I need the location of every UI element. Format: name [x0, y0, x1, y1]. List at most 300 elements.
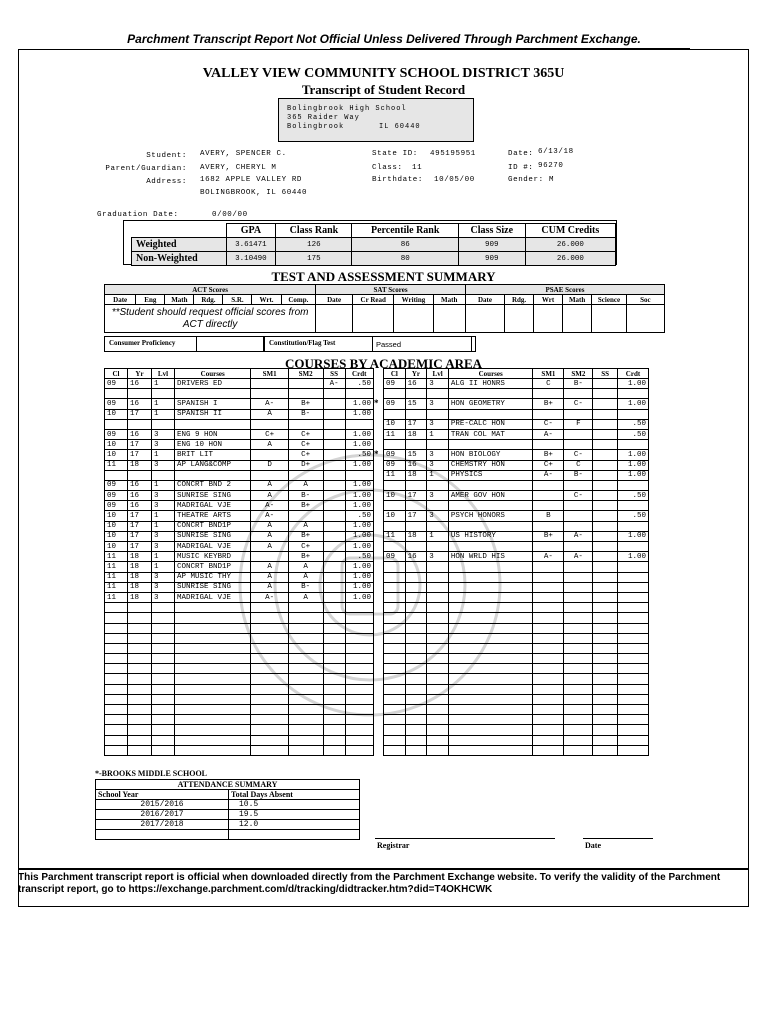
birthdate-label: Birthdate:: [372, 176, 424, 184]
course-row: [384, 470, 649, 480]
school-city-line: [287, 123, 473, 132]
ss-grade: [593, 399, 618, 409]
sem1-grade: C+: [251, 429, 288, 439]
sem2-grade: [564, 725, 593, 735]
act-col: Wrt.: [252, 295, 281, 305]
class-cell: [105, 674, 128, 684]
level-cell: [152, 694, 175, 704]
credit-cell: [617, 521, 648, 531]
credit-cell: 1.00: [345, 572, 374, 582]
class-cell: 09: [105, 399, 128, 409]
ss-grade: [593, 643, 618, 653]
class-label: Class:: [372, 164, 403, 172]
class-cell: [105, 419, 128, 429]
sem2-grade: [564, 440, 593, 450]
year-cell: [405, 643, 427, 653]
level-cell: 3: [427, 399, 449, 409]
class-cell: 11: [105, 582, 128, 592]
year-cell: 17: [405, 511, 427, 521]
sem2-grade: B-: [288, 409, 323, 419]
class-cell: [384, 623, 406, 633]
class-cell: [384, 705, 406, 715]
ss-grade: [593, 623, 618, 633]
level-cell: [427, 725, 449, 735]
sem2-grade: [288, 379, 323, 389]
act-col: Comp.: [281, 295, 316, 305]
level-cell: [427, 705, 449, 715]
class-cell: 11: [384, 429, 406, 439]
sem2-grade: [564, 643, 593, 653]
credit-cell: [617, 735, 648, 745]
year-cell: 16: [127, 379, 151, 389]
class-cell: [384, 664, 406, 674]
sem1-grade: A: [251, 542, 288, 552]
sem2-grade: B-: [564, 470, 593, 480]
course-row: [105, 460, 374, 470]
credit-cell: [617, 654, 648, 664]
credit-cell: [345, 715, 374, 725]
course-name: HON WRLD HIS: [448, 552, 533, 562]
ss-grade: [593, 715, 618, 725]
course-name: [174, 654, 251, 664]
credit-cell: [617, 480, 648, 490]
ss-grade: [593, 654, 618, 664]
sem2-grade: [288, 715, 323, 725]
course-name: [448, 654, 533, 664]
course-row: [384, 745, 649, 755]
id-label: ID #:: [508, 164, 534, 172]
course-row: [384, 511, 649, 521]
class-cell: [384, 440, 406, 450]
year-cell: [127, 389, 151, 399]
course-col-header: SM1: [251, 369, 288, 379]
left-courses-table: [104, 368, 374, 756]
sem2-grade: [564, 623, 593, 633]
sem1-grade: A: [251, 440, 288, 450]
ss-grade: [593, 684, 618, 694]
sem1-grade: [533, 501, 564, 511]
act-col: S.R.: [223, 295, 252, 305]
level-cell: 3: [152, 592, 175, 602]
sem2-grade: B-: [564, 379, 593, 389]
level-cell: 3: [427, 419, 449, 429]
course-name: [448, 582, 533, 592]
act-col: Math: [165, 295, 194, 305]
sem2-grade: [564, 572, 593, 582]
credit-cell: 1.00: [617, 460, 648, 470]
sem2-grade: C-: [564, 399, 593, 409]
year-cell: 17: [405, 419, 427, 429]
class-rank-value: 175: [276, 252, 352, 266]
class-cell: [384, 684, 406, 694]
class-cell: 10: [105, 440, 128, 450]
right-courses-table: [383, 368, 649, 756]
registrar-label: Registrar: [377, 841, 410, 850]
gpa-value: 3.61471: [226, 238, 276, 252]
course-name: MADRIGAL VJE: [174, 542, 251, 552]
sat-header: SAT Scores: [316, 285, 466, 295]
ss-grade: [323, 603, 345, 613]
ss-grade: [323, 643, 345, 653]
course-name: [174, 725, 251, 735]
course-name: PHYSICS: [448, 470, 533, 480]
ss-grade: [593, 491, 618, 501]
sem1-grade: [251, 654, 288, 664]
sem1-grade: [533, 705, 564, 715]
course-name: [174, 623, 251, 633]
ss-grade: [323, 613, 345, 623]
level-cell: [427, 684, 449, 694]
level-cell: [152, 389, 175, 399]
ss-grade: [593, 745, 618, 755]
level-cell: [152, 684, 175, 694]
course-name: [448, 745, 533, 755]
credit-cell: [345, 745, 374, 755]
psae-col: Soc: [626, 295, 664, 305]
course-col-header: Crdt: [617, 369, 648, 379]
sem1-grade: A: [251, 409, 288, 419]
course-name: ALG II HONRS: [448, 379, 533, 389]
sem2-grade: [288, 745, 323, 755]
class-cell: 09: [105, 491, 128, 501]
year-cell: [127, 694, 151, 704]
course-row: [105, 542, 374, 552]
course-name: [448, 623, 533, 633]
class-cell: 09: [384, 552, 406, 562]
sem2-grade: [288, 623, 323, 633]
sem2-grade: [288, 613, 323, 623]
sem1-grade: D: [251, 460, 288, 470]
year-cell: 17: [127, 440, 151, 450]
class-cell: 09: [384, 399, 406, 409]
class-cell: [384, 562, 406, 572]
gender-label: Gender:: [508, 176, 544, 184]
sem1-grade: [533, 623, 564, 633]
course-row: [105, 684, 374, 694]
credit-cell: [617, 592, 648, 602]
class-cell: [105, 745, 128, 755]
year-cell: 18: [127, 582, 151, 592]
gpa-row-nonweighted: [132, 252, 616, 266]
gpa-row-weighted: [132, 238, 616, 252]
year-cell: [405, 389, 427, 399]
year-cell: [405, 613, 427, 623]
course-row: [384, 643, 649, 653]
course-name: [174, 664, 251, 674]
course-name: [448, 480, 533, 490]
sem2-grade: B+: [288, 552, 323, 562]
credit-cell: 1.00: [345, 409, 374, 419]
year-cell: [405, 674, 427, 684]
guardian-name: AVERY, CHERYL M: [200, 164, 277, 172]
year-cell: [405, 745, 427, 755]
year-cell: 16: [405, 379, 427, 389]
credit-cell: [617, 745, 648, 755]
year-cell: [127, 633, 151, 643]
course-row: [384, 399, 649, 409]
sem1-grade: [251, 674, 288, 684]
class-cell: [105, 664, 128, 674]
year-cell: 18: [405, 470, 427, 480]
sem1-grade: [251, 694, 288, 704]
ss-grade: [593, 603, 618, 613]
ss-grade: [323, 542, 345, 552]
course-row: [105, 480, 374, 490]
class-cell: 11: [105, 562, 128, 572]
level-cell: 3: [427, 511, 449, 521]
course-name: MUSIC KEYBRD: [174, 552, 251, 562]
level-cell: 3: [152, 572, 175, 582]
course-row: [384, 674, 649, 684]
ss-grade: [323, 429, 345, 439]
sem1-grade: [533, 654, 564, 664]
sem1-grade: [251, 684, 288, 694]
course-name: THEATRE ARTS: [174, 511, 251, 521]
class-cell: [384, 542, 406, 552]
year-cell: 17: [127, 450, 151, 460]
class-cell: [105, 389, 128, 399]
school-name: Bolingbrook High School: [287, 105, 407, 113]
course-name: [448, 725, 533, 735]
class-cell: [105, 613, 128, 623]
course-row: [105, 654, 374, 664]
sem2-grade: [564, 592, 593, 602]
school-city: Bolingbrook: [287, 123, 345, 131]
class-cell: [105, 705, 128, 715]
year-cell: 15: [405, 399, 427, 409]
ss-grade: [593, 440, 618, 450]
credit-cell: [617, 572, 648, 582]
class-cell: [105, 725, 128, 735]
year-cell: 18: [127, 562, 151, 572]
credit-cell: [345, 674, 374, 684]
act-col: Rdg.: [194, 295, 223, 305]
class-cell: 09: [384, 450, 406, 460]
ss-grade: [323, 511, 345, 521]
year-cell: [127, 684, 151, 694]
credit-cell: [617, 389, 648, 399]
sem1-grade: [251, 623, 288, 633]
course-row: [384, 705, 649, 715]
class-cell: [384, 389, 406, 399]
ss-grade: [323, 674, 345, 684]
psae-header: PSAE Scores: [465, 285, 664, 295]
sem1-grade: [251, 389, 288, 399]
ss-grade: [323, 399, 345, 409]
course-row: [105, 470, 374, 480]
consumer-proficiency-label: Consumer Proficiency: [109, 339, 176, 347]
year-cell: [127, 470, 151, 480]
document-title: Transcript of Student Record: [301, 82, 466, 97]
level-cell: [152, 745, 175, 755]
course-name: [448, 633, 533, 643]
attendance-row: [96, 820, 360, 830]
credit-cell: [617, 694, 648, 704]
percentile-value: 86: [352, 238, 458, 252]
sem2-grade: D+: [288, 460, 323, 470]
sem1-grade: A: [251, 531, 288, 541]
sem1-grade: [533, 613, 564, 623]
year-cell: [127, 715, 151, 725]
course-row: [384, 491, 649, 501]
sem1-grade: B+: [533, 450, 564, 460]
course-name: [448, 603, 533, 613]
level-cell: [427, 592, 449, 602]
class-cell: 09: [105, 501, 128, 511]
year-cell: [405, 715, 427, 725]
sem1-grade: [533, 389, 564, 399]
student-name: AVERY, SPENCER C.: [200, 150, 287, 158]
ss-grade: [323, 572, 345, 582]
ss-grade: A-: [323, 379, 345, 389]
sem1-grade: A: [251, 491, 288, 501]
sem1-grade: [251, 745, 288, 755]
class-cell: 10: [384, 491, 406, 501]
course-row: [105, 419, 374, 429]
sat-col: Cr Read: [353, 295, 394, 305]
year-cell: 17: [405, 491, 427, 501]
credit-cell: [617, 623, 648, 633]
sem1-grade: [533, 643, 564, 653]
course-row: [105, 582, 374, 592]
course-col-header: Cl: [105, 369, 128, 379]
course-row: [384, 623, 649, 633]
class-cell: [105, 654, 128, 664]
course-name: PRE-CALC HON: [448, 419, 533, 429]
year-cell: [127, 419, 151, 429]
sem1-grade: [251, 633, 288, 643]
act-col: Eng: [136, 295, 165, 305]
level-cell: 3: [152, 429, 175, 439]
sem1-grade: [533, 633, 564, 643]
sem2-grade: [564, 735, 593, 745]
course-col-header: SS: [593, 369, 618, 379]
sem2-grade: [288, 633, 323, 643]
year-cell: [127, 623, 151, 633]
year-cell: [405, 562, 427, 572]
ss-grade: [323, 501, 345, 511]
class-cell: 11: [384, 531, 406, 541]
ss-grade: [323, 582, 345, 592]
constitution-label: Constitution/Flag Test: [269, 339, 336, 347]
course-row: [384, 664, 649, 674]
credit-cell: 1.00: [345, 542, 374, 552]
ss-grade: [593, 470, 618, 480]
level-cell: 1: [152, 562, 175, 572]
year-cell: [405, 664, 427, 674]
course-name: SPANISH I: [174, 399, 251, 409]
year-cell: [127, 705, 151, 715]
year-cell: [405, 572, 427, 582]
sem1-grade: A: [251, 572, 288, 582]
level-cell: [152, 643, 175, 653]
ss-grade: [323, 440, 345, 450]
sem2-grade: A-: [564, 552, 593, 562]
level-cell: [427, 735, 449, 745]
year-cell: [127, 603, 151, 613]
course-name: CHEMSTRY HON: [448, 460, 533, 470]
course-row: [384, 684, 649, 694]
sem1-grade: [533, 562, 564, 572]
year-cell: [405, 409, 427, 419]
year-cell: 17: [127, 511, 151, 521]
ss-grade: [323, 389, 345, 399]
level-cell: [427, 745, 449, 755]
credit-cell: [617, 633, 648, 643]
course-col-header: Lvl: [427, 369, 449, 379]
sem1-grade: [533, 542, 564, 552]
year-cell: 16: [127, 429, 151, 439]
course-row: [384, 480, 649, 490]
credit-cell: 1.00: [345, 399, 374, 409]
course-name: [448, 572, 533, 582]
sem2-grade: [288, 705, 323, 715]
level-cell: [427, 654, 449, 664]
year-cell: 18: [405, 429, 427, 439]
level-cell: [427, 572, 449, 582]
days-absent: 19.5: [229, 810, 360, 820]
sem1-grade: A-: [251, 511, 288, 521]
level-cell: 1: [152, 511, 175, 521]
level-cell: [152, 623, 175, 633]
level-cell: 1: [427, 429, 449, 439]
ss-grade: [593, 552, 618, 562]
year-cell: 18: [127, 552, 151, 562]
sem2-grade: B+: [288, 531, 323, 541]
class-cell: [384, 409, 406, 419]
course-row: [105, 562, 374, 572]
ss-grade: [323, 470, 345, 480]
sem2-grade: C+: [288, 450, 323, 460]
credit-cell: .50: [617, 491, 648, 501]
class-cell: 10: [384, 419, 406, 429]
course-row: [105, 694, 374, 704]
class-cell: 10: [105, 531, 128, 541]
class-cell: [384, 613, 406, 623]
course-name: [174, 694, 251, 704]
course-row: [105, 603, 374, 613]
course-name: [174, 715, 251, 725]
course-name: TRAN COL MAT: [448, 429, 533, 439]
ss-grade: [323, 480, 345, 490]
level-cell: 1: [152, 409, 175, 419]
psae-col: Wrt: [534, 295, 563, 305]
gpa-value: 3.10490: [226, 252, 276, 266]
credit-cell: [617, 715, 648, 725]
course-row: [384, 531, 649, 541]
sem2-grade: [564, 429, 593, 439]
credit-cell: 1.00: [617, 470, 648, 480]
credit-cell: [617, 684, 648, 694]
ss-grade: [593, 379, 618, 389]
credit-cell: [345, 419, 374, 429]
sem2-grade: [288, 603, 323, 613]
level-cell: [152, 725, 175, 735]
sem2-grade: [564, 613, 593, 623]
level-cell: [427, 542, 449, 552]
course-row: [384, 613, 649, 623]
course-row: [384, 379, 649, 389]
credit-cell: 1.00: [345, 562, 374, 572]
course-row: [105, 552, 374, 562]
course-row: [384, 562, 649, 572]
class-cell: [105, 623, 128, 633]
course-row: [105, 674, 374, 684]
ss-grade: [593, 419, 618, 429]
course-row: [105, 450, 374, 460]
course-name: CONCRT BND1P: [174, 562, 251, 572]
course-name: [448, 664, 533, 674]
